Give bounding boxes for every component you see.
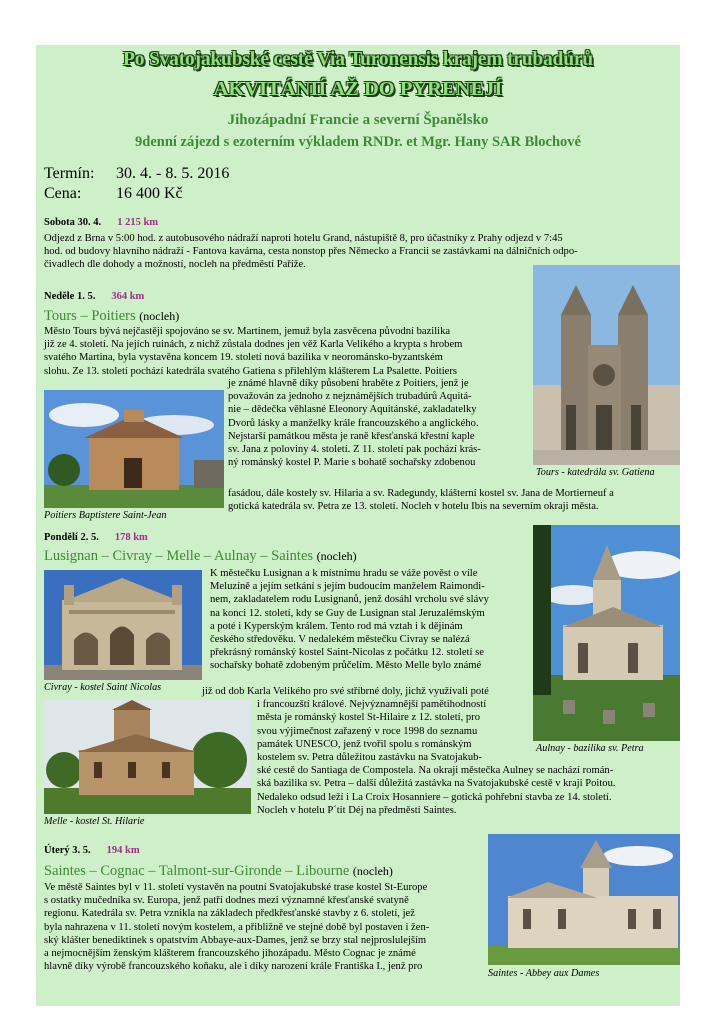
text-line: byla nahrazena v 11. století novým kostelem, a přibližně ve stejné době byl postaven i žen- <box>44 921 430 933</box>
price-row <box>44 185 183 203</box>
day-2-text-a <box>44 325 532 378</box>
text-line: svou výjimečnost zařazený v roce 1998 do seznamu <box>257 725 478 737</box>
subtitle-tour: 9denní zájezd s ezoterním výkladem RNDr. et Mgr. Hany SAR Blochové <box>135 134 581 150</box>
caption-saintes: Saintes - Abbey aux Dames <box>488 968 600 979</box>
civray-church-photo <box>44 570 202 680</box>
text-line: Nedaleko odsud leží i La Croix Hosanniere – gotická pohřební stavba ze 14. století. <box>257 791 612 803</box>
text-line: a nejmocnějším ženským klášterem francouzského jihozápadu. Město Cognac je známé <box>44 948 416 960</box>
day-4-route <box>44 863 393 880</box>
text-line: památek UNESCO, jenž tvořil spolu s románským <box>257 738 472 750</box>
text-line: fasádou, dále kostely sv. Hilaria a sv. Radegundy, klášterní kostel sv. Jana de Mortierneuf a <box>228 488 614 499</box>
text-line: ný románský kostel P. Marie s bohatě sochařsky zdobenou <box>228 457 476 469</box>
text-line: slohu. Ze 13. století pochází katedrála svatého Gatiena s přilehlým klášterem La Psalette. Poitiers <box>44 365 458 377</box>
day-4-km: 194 km <box>106 845 140 856</box>
day-1-km: 1 215 km <box>117 217 159 228</box>
price-label: Cena: <box>44 185 82 202</box>
day-3-text-b <box>202 685 672 817</box>
route-title: Tours – Poitiers <box>44 308 136 324</box>
caption-aulnay: Aulnay - bazilika sv. Petra <box>536 743 644 754</box>
text-line: Nejstarší památkou města je raně křesťanská křestní kaple <box>228 430 475 442</box>
route-title: Saintes – Cognac – Talmont-sur-Gironde – Libourne <box>44 863 350 879</box>
day-3-heading <box>44 532 148 543</box>
text-line: a poté i Kyperským králem. Tento rod má vztah i k dějinám <box>210 620 463 632</box>
day-2-text-c <box>228 487 668 513</box>
saintes-abbey-photo <box>488 834 680 965</box>
day-2-date: Neděle 1. 5. <box>44 291 96 302</box>
text-line: Odjezd z Brna v 5:00 hod. z autobusového nádraží naproti hotelu Grand, nástupiště 8, pro účastníky z Prahy odjezd v 7:45 <box>44 233 563 244</box>
text-line: s ostatky mučedníka sv. Europa, jenž patří dodnes mezi významné křesťanské svatyně <box>44 895 409 907</box>
poitiers-baptistery-photo <box>44 390 224 508</box>
caption-poitiers: Poitiers Baptistere Saint-Jean <box>44 510 167 521</box>
text-line: hod. od budovy hlavního nádraží - Fantova kavárna, cesta nonstop přes Německo a Francii se zastávkami na dálničních odpo- <box>44 246 578 258</box>
text-line: kostelem sv. Petra důležitou zastávku na Svatojakub- <box>257 752 482 764</box>
day-3-date: Pondělí 2. 5. <box>44 532 99 543</box>
text-line: je známé hlavně díky působení hraběte z Poitiers, jenž je <box>228 378 469 389</box>
text-line: Město Tours bývá nejčastěji spojováno se sv. Martinem, jemuž byla zasvěcena původní bazilika <box>44 326 451 337</box>
day-4-date: Úterý 3. 5. <box>44 845 91 856</box>
day-4-heading <box>44 845 140 856</box>
text-line: ský klášter benediktinek s opatstvím Abbaye-aux-Dames, jenž se brzy stal nejproslulejším <box>44 934 427 946</box>
day-3-route <box>44 548 357 565</box>
text-line: ská bazilika sv. Petra – další důležitá zastávka na Svatojakubské cestě v kraji Poitou. <box>257 778 616 790</box>
text-line: českého středověku. V nedalekém městečku Civray se nalézá <box>210 634 470 646</box>
route-note: (nocleh) <box>139 309 180 323</box>
day-1-date: Sobota 30. 4. <box>44 217 102 228</box>
text-line: Dvorů lásky a manželky krále francouzského a anglického. <box>228 417 479 429</box>
text-line: již od dob Karla Velikého pro své stříbrné doly, jichž využívali poté <box>202 686 489 697</box>
day-4-text <box>44 881 484 973</box>
price-value: 16 400 Kč <box>116 185 183 202</box>
text-line: čivadlech dle dohody a možností, nocleh na předměstí Paříže. <box>44 259 306 271</box>
day-1-heading <box>44 217 158 228</box>
day-3-text-a <box>210 567 532 673</box>
text-line: regionu. Katedrála sv. Petra vznikla na základech předkřesťanské stavby z 6. století, jež <box>44 908 415 920</box>
text-line: nem, zakladatelem rodu Lusignanů, jenž dosáhl vrcholu své slávy <box>210 594 489 606</box>
subtitle-region: Jihozápadní Francie a severní Španělsko <box>227 112 489 128</box>
text-line: již ze 4. století. Na jejích ruinách, z nichž zůstala dodnes jen věž Karla Velikého a krypta s hrobem <box>44 339 463 351</box>
caption-tours: Tours - katedrála sv. Gatiena <box>536 467 655 478</box>
text-line: považován za jednoho z nejznámějších trubadúrů Aquitá- <box>228 391 472 403</box>
day-2-km: 364 km <box>111 291 145 302</box>
text-line: Nocleh v hotelu P´tit Déj na předměstí Saintes. <box>257 804 457 816</box>
day-2-route <box>44 308 179 325</box>
caption-civray: Civray - kostel Saint Nicolas <box>44 682 162 693</box>
term-value: 30. 4. - 8. 5. 2016 <box>116 165 230 182</box>
text-line: města je románský kostel St-Hilaire z 12. století, pro <box>257 712 481 724</box>
day-2-heading <box>44 291 144 302</box>
term-row <box>44 165 229 183</box>
text-line: překrásný románský kostel Saint-Nicolas z počátku 12. století se <box>210 647 484 659</box>
text-line: K městečku Lusignan a k místnímu hradu se váže pověst o víle <box>210 568 478 579</box>
text-line: Meluzíně a jejím setkání s jejím budoucím manželem Raimondi- <box>210 581 485 593</box>
text-line: Ve městě Saintes byl v 11. století vystavěn na poutní Svatojakubské trase kostel St-Europe <box>44 882 428 893</box>
route-note: (nocleh) <box>352 864 393 878</box>
text-line: gotická katedrála sv. Petra ze 13. století. Nocleh v hotelu Ibis na severním okraji města. <box>228 501 599 513</box>
brochure-page <box>36 45 680 1006</box>
term-label: Termín: <box>44 165 95 182</box>
text-line: hlavně díky výrobě francouzského koňaku, ale i díky narození krále Františka I., jenž pro <box>44 961 423 973</box>
text-line: na konci 12. století, kdy se Guy de Lusignan stal Jeruzalémským <box>210 607 485 619</box>
text-line: sv. Jana z poloviny 4. století. Z 11. století pak pochází krás- <box>228 444 481 456</box>
text-line: ské cestě do Santiaga de Compostela. Na okraji městečka Aulney se nachází román- <box>257 765 614 777</box>
text-line: nie – dědečka věhlasné Eleonory Aquitánské, zakladatelky <box>228 404 477 416</box>
title-line-1: Po Svatojakubské cestě Via Turonensis krajem trubadúrů <box>123 49 593 70</box>
title-line-2: AKVITÁNIÍ AŽ DO PYRENEJÍ <box>213 78 503 100</box>
day-2-text-b <box>228 377 531 469</box>
day-3-km: 178 km <box>114 532 148 543</box>
caption-melle: Melle - kostel St. Hilarie <box>44 816 145 827</box>
text-line: i francouzští králové. Nejvýznamnější pamětihodností <box>257 699 487 711</box>
tours-cathedral-photo <box>533 265 680 465</box>
text-line: svatého Martina, byla vystavěna koncem 19. století nová bazilika v neorománsko-byzantském <box>44 352 443 364</box>
route-title: Lusignan – Civray – Melle – Aulnay – Saintes <box>44 548 314 564</box>
text-line: sochařsky bohatě zdobeným průčelím. Město Melle bylo známé <box>210 660 482 672</box>
route-note: (nocleh) <box>316 549 357 563</box>
